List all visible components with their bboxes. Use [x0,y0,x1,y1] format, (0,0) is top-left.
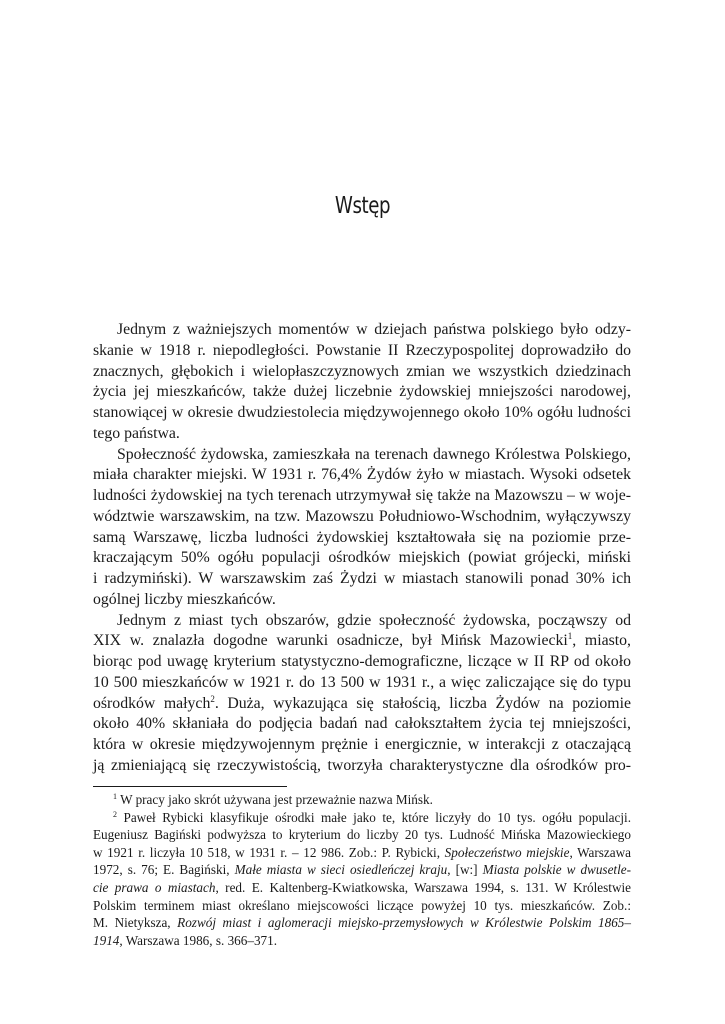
text-line: samą Warszawę, liczba ludności żydowskiej kształtowała się na poziomie prze- [93,528,631,546]
text-segment: M. Nietyksza, [93,915,178,931]
text-line: ją zmieniającą się rzeczywistością, tworzyła charakterystyczne dla ośrodków pro- [93,756,631,774]
footnote-line: Eugeniusz Bagiński podwyższa to kryterium do liczby 20 tys. Ludność Mińska Mazowieckiego [93,827,631,843]
text-line [93,694,631,715]
text-segment: , [w:] [447,862,483,878]
footnotes [93,791,631,949]
text-line: która w okresie międzywojennym prężnie i energicznie, w interakcji z otaczającą [93,736,631,753]
text-line: wództwie warszawskim, na tzw. Mazowszu Południowo-Wschodnim, wyłączywszy [93,507,631,525]
text-line: tego państwa. [93,424,180,442]
text-segment: . Duża, wykazująca się stałością, liczba Żydów na poziomie [214,694,631,712]
cited-title: Społeczeństwo miejskie [444,844,570,860]
cited-title: Miasta polskie w dwusetle- [482,862,631,878]
text-line: Społeczność żydowska, zamieszkała na terenach dawnego Królestwa Polskiego, [117,445,631,463]
text-line: życia jej mieszkańców, także dużej liczebnie żydowskiej mniejszości narodowej, [93,383,631,401]
text-line: ogólnej liczby mieszkańców. [93,590,276,608]
text-line: i radzymiński). W warszawskim zaś Żydzi w miastach stanowili ponad 30% ich [93,570,631,587]
footnote-line [93,844,631,862]
cited-title: cie prawa o miastach [93,879,216,895]
cited-title: Rozwój miast i aglomeracji miejsko-przemysłowych w Królestwie Polskim 1865– [177,915,631,931]
text-line: skanie w 1918 r. niepodległości. Powstanie II Rzeczypospolitej doprowadziło do [93,341,631,359]
footnote-text: Paweł Rybicki klasyfikuje ośrodki małe jako te, które liczyły do 10 tys. ogółu populacji. [123,809,631,825]
footnote-reference-2[interactable]: 2 [210,693,215,704]
footnote-line [93,914,631,932]
text-segment: w 1921 r. liczyła 10 518, w 1931 r. – 12 986. Zob.: P. Rybicki, [93,844,445,860]
text-segment: , Warszawa 1986, s. 366–371. [119,932,278,948]
footnote-1 [93,791,631,809]
text-segment: XIX w. znalazła dogodne warunki osadnicze, był Mińsk Mazowiecki [93,632,568,650]
text-segment: , Warszawa [569,844,631,860]
footnote-number: 2 [113,809,117,819]
footnote-reference-1[interactable]: 1 [567,631,573,642]
text-line: biorąc pod uwagę kryterium statystyczno-demograficzne, liczące w II RP od około [93,653,631,670]
text-line: Jednym z ważniejszych momentów w dziejach państwa polskiego było odzy- [117,321,631,338]
footnote-number: 1 [113,792,117,801]
text-line: Jednym z miast tych obszarów, gdzie społeczność żydowska, począwszy od [117,611,631,629]
footnote-separator [93,786,287,787]
text-line [93,631,631,652]
footnote-line [93,861,631,879]
text-line: znacznych, głębokich i wielopłaszczyznowych zmian we wszystkich dziedzinach [93,362,631,380]
text-segment: , miasto, [572,632,631,650]
text-line: kraczającym 50% ogółu populacji ośrodków miejskich (powiat grójecki, miński [93,549,631,567]
text-line: miała charakter miejski. W 1931 r. 76,4% Żydów żyło w miastach. Wysoki odsetek [93,466,631,484]
footnote-line [93,932,631,950]
main-text [93,320,631,777]
footnote-line: Polskim terminem miast określano miejscowości liczące powyżej 10 tys. mieszkańców. Zob.: [93,897,631,913]
footnote-2 [93,809,631,827]
text-line: około 40% skłaniała do podjęcia badań nad całokształtem życia tej mniejszości, [93,715,631,733]
text-line: ludności żydowskiej na tych terenach utrzymywał się także na Mazowszu – w woje- [93,487,631,504]
chapter-heading: Wstęp [334,193,391,219]
text-line: 10 500 mieszkańców w 1921 r. do 13 500 w 1931 r., a więc zaliczające się do typu [93,673,631,691]
text-segment: ośrodków małych [93,694,211,712]
text-line: stanowiącej w okresie dwudziestolecia międzywojennego około 10% ogółu ludności [93,404,631,421]
footnote-text: W pracy jako skrót używana jest przeważnie nazwa Mińsk. [120,792,433,807]
footnote-line [93,879,631,897]
cited-title: 1914 [93,932,120,948]
cited-title: Małe miasta w sieci osiedleńczej kraju [234,862,448,878]
text-segment: , red. E. Kaltenberg-Kwiatkowska, Warszawa 1994, s. 131. W Królestwie [215,879,631,895]
text-segment: 1972, s. 76; E. Bagiński, [93,862,235,878]
